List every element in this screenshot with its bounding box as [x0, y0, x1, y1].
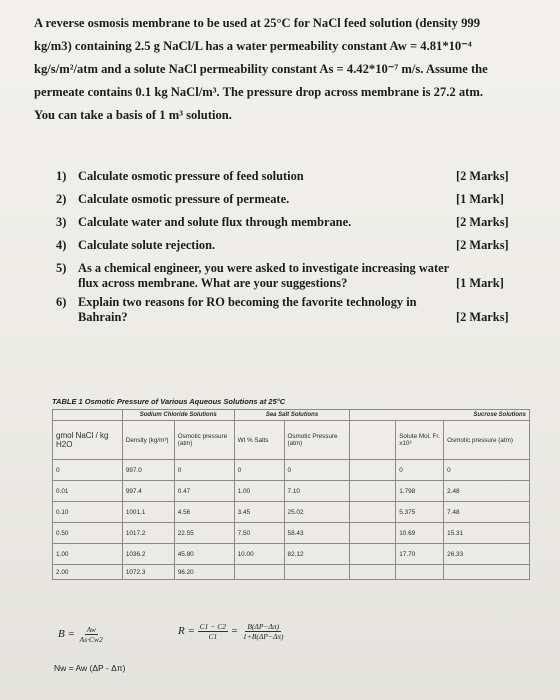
table-cell: 0 — [444, 460, 530, 481]
column-header: Osmotic pressure (atm) — [174, 421, 234, 460]
marks-label: [2 Marks] — [456, 238, 509, 252]
table-cell: 997.0 — [122, 460, 174, 481]
group-header-sodium-chloride: Sodium Chloride Solutions — [122, 410, 234, 421]
marks-label: [2 Marks] — [456, 215, 509, 229]
table-cell: 0 — [284, 460, 350, 481]
table-cell: 45.80 — [174, 544, 234, 565]
group-header-sea-salt: Sea Salt Solutions — [234, 410, 350, 421]
formula-b: B = $\frac{Aw}{As\cdot Cw2}$ — [58, 625, 103, 644]
table-cell: 1.798 — [396, 481, 444, 502]
table-cell: 1072.3 — [122, 565, 174, 580]
table-cell: 1036.2 — [122, 544, 174, 565]
table-cell: 1.00 — [53, 544, 123, 565]
column-header: Osmotic Pressure (atm) — [284, 421, 350, 460]
column-header: Wt % Salts — [234, 421, 284, 460]
table-cell: 0.50 — [53, 523, 123, 544]
table-cell: 2.48 — [444, 481, 530, 502]
question-4: 4) Calculate solute rejection. [2 Marks] — [56, 234, 526, 257]
table-cell: 96.20 — [174, 565, 234, 580]
table-cell: 7.10 — [284, 481, 350, 502]
problem-line-3: kg/s/m²/atm and a solute NaCl permeability constant As = 4.42*10⁻⁷ m/s. Assume the — [34, 62, 488, 76]
table-cell: 0 — [396, 460, 444, 481]
table-cell: 10.00 — [234, 544, 284, 565]
marks-label: [2 Marks] — [456, 169, 509, 183]
marks-label: [1 Mark] — [456, 192, 504, 206]
table-cell: 0.10 — [53, 502, 123, 523]
column-header: gmol NaCl / kg H2O — [53, 421, 123, 460]
column-header: Osmotic pressure (atm) — [444, 421, 530, 460]
question-6: 6) Explain two reasons for RO becoming the favorite technology in Bahrain? [2 Marks] — [56, 291, 526, 325]
table-cell: 1001.1 — [122, 502, 174, 523]
problem-line-2: kg/m3) containing 2.5 g NaCl/L has a water permeability constant Aw = 4.81*10⁻⁴ — [34, 39, 472, 53]
group-header-sucrose: Sucrose Solutions — [350, 410, 530, 421]
table-cell: 10.69 — [396, 523, 444, 544]
table-cell: 17.70 — [396, 544, 444, 565]
table-cell: 0.47 — [174, 481, 234, 502]
question-2: 2) Calculate osmotic pressure of permeate. [1 Mark] — [56, 188, 526, 211]
formula-r: R = $\frac{C1 - C2}{C1}$ = $\frac{B(\Delta P-\Delta\pi)}{1+B(\Delta P-\Delta\pi)}$ — [178, 622, 284, 641]
table-cell: 4.56 — [174, 502, 234, 523]
table-cell: 0 — [53, 460, 123, 481]
column-header: Solute Mol. Fr. x10³ — [396, 421, 444, 460]
table-cell: 3.45 — [234, 502, 284, 523]
table-cell: 1.00 — [234, 481, 284, 502]
problem-line-4: permeate contains 0.1 kg NaCl/m³. The pressure drop across membrane is 27.2 atm. — [34, 85, 483, 99]
question-3: 3) Calculate water and solute flux through membrane. [2 Marks] — [56, 211, 526, 234]
table-cell: 25.02 — [284, 502, 350, 523]
table-cell: 22.55 — [174, 523, 234, 544]
formula-nw: Nw = Aw (ΔP - Δπ) — [54, 663, 126, 673]
table-cell: 0.01 — [53, 481, 123, 502]
table-cell: 1017.2 — [122, 523, 174, 544]
table-cell: 0 — [174, 460, 234, 481]
question-5: 5) As a chemical engineer, you were asked to investigate increasing water flux across membrane. What are your suggestions? [1 Mark] — [56, 257, 526, 291]
marks-label: [1 Mark] — [456, 276, 504, 290]
table-cell: 2.00 — [53, 565, 123, 580]
marks-label: [2 Marks] — [456, 310, 509, 324]
column-header: Density (kg/m³) — [122, 421, 174, 460]
table-cell: 82.12 — [284, 544, 350, 565]
table-cell: 7.50 — [234, 523, 284, 544]
table-cell: 15.31 — [444, 523, 530, 544]
table-caption: TABLE 1 Osmotic Pressure of Various Aqueous Solutions at 25°C — [52, 397, 286, 406]
table-cell: 58.43 — [284, 523, 350, 544]
table-cell: 997.4 — [122, 481, 174, 502]
problem-line-5: You can take a basis of 1 m³ solution. — [34, 108, 232, 122]
table-cell: 0 — [234, 460, 284, 481]
table-cell: 7.48 — [444, 502, 530, 523]
table-cell: 5.375 — [396, 502, 444, 523]
question-1: 1) Calculate osmotic pressure of feed solution [2 Marks] — [56, 165, 526, 188]
table-cell: 26.33 — [444, 544, 530, 565]
problem-line-1: A reverse osmosis membrane to be used at 25°C for NaCl feed solution (density 999 — [34, 16, 481, 30]
